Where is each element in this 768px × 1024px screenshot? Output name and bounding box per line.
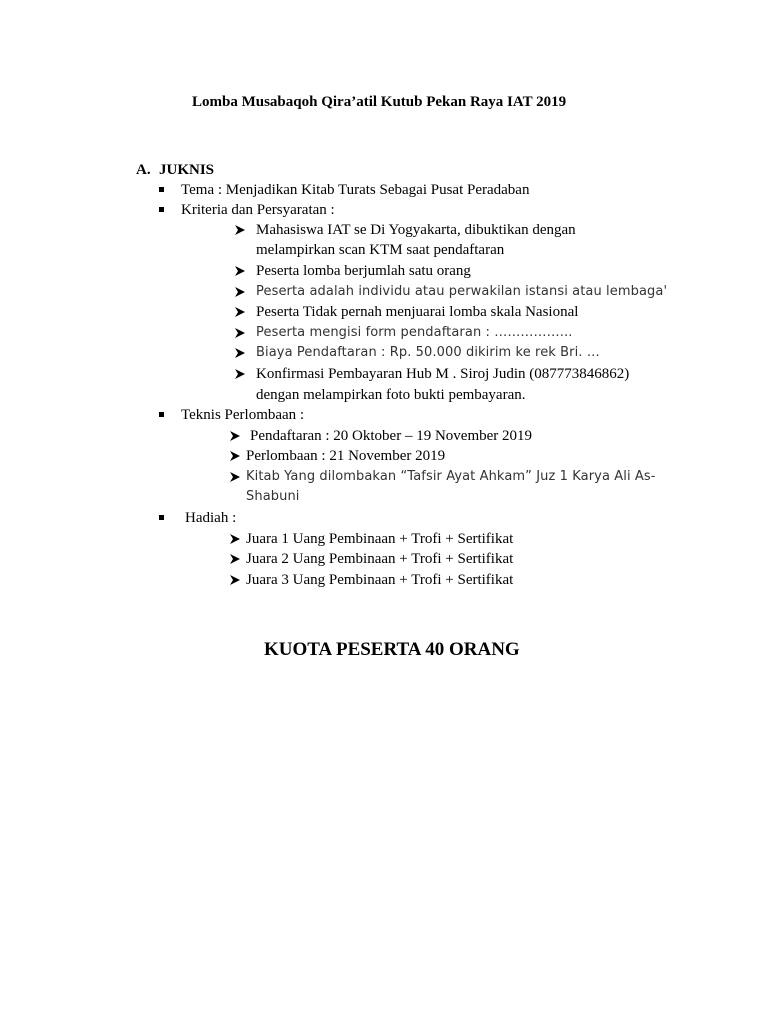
teknis-item-3-line1: Kitab Yang dilombakan “Tafsir Ayat Ahkam” Juz 1 Karya Ali As-	[246, 469, 656, 484]
arrow-bullet-icon	[229, 430, 241, 442]
teknis-label: Teknis Perlombaan :	[181, 407, 305, 423]
hadiah-item-3: Juara 3 Uang Pembinaan + Trofi + Sertifikat	[246, 572, 514, 588]
square-bullet-icon	[159, 412, 164, 417]
arrow-bullet-icon	[234, 224, 246, 236]
kriteria-item-6: Biaya Pendaftaran : Rp. 50.000 dikirim ke rek Bri. …	[256, 345, 600, 360]
arrow-bullet-icon	[234, 286, 246, 298]
square-bullet-icon	[159, 515, 164, 520]
kriteria-item-1-line2: melampirkan scan KTM saat pendaftaran	[256, 242, 505, 258]
kriteria-item-7-line2: dengan melampirkan foto bukti pembayaran.	[256, 387, 526, 403]
arrow-bullet-icon	[229, 553, 241, 565]
arrow-bullet-icon	[229, 450, 241, 462]
arrow-bullet-icon	[234, 306, 246, 318]
kriteria-label: Kriteria dan Persyaratan :	[181, 202, 335, 218]
kriteria-item-5: Peserta mengisi form pendaftaran : ……………...	[256, 325, 573, 340]
hadiah-item-1: Juara 1 Uang Pembinaan + Trofi + Sertifikat	[246, 531, 514, 547]
section-marker: A.	[136, 162, 151, 178]
section-title: JUKNIS	[159, 162, 215, 178]
teknis-item-1: Pendaftaran : 20 Oktober – 19 November 2019	[250, 428, 533, 444]
kriteria-item-2: Peserta lomba berjumlah satu orang	[256, 263, 471, 279]
arrow-bullet-icon	[234, 265, 246, 277]
teknis-item-3-line2: Shabuni	[246, 489, 300, 504]
arrow-bullet-icon	[234, 327, 246, 339]
square-bullet-icon	[159, 207, 164, 212]
arrow-bullet-icon	[234, 368, 246, 380]
kriteria-item-1-line1: Mahasiswa IAT se Di Yogyakarta, dibuktikan dengan	[256, 222, 576, 238]
arrow-bullet-icon	[234, 347, 246, 359]
hadiah-label: Hadiah :	[185, 510, 237, 526]
hadiah-item-2: Juara 2 Uang Pembinaan + Trofi + Sertifikat	[246, 551, 514, 567]
arrow-bullet-icon	[229, 471, 241, 483]
document-title: Lomba Musabaqoh Qira’atil Kutub Pekan Raya IAT 2019	[192, 94, 567, 110]
tema-text: Tema : Menjadikan Kitab Turats Sebagai Pusat Peradaban	[181, 182, 530, 198]
kriteria-item-3: Peserta adalah individu atau perwakilan istansi atau lembaga'	[256, 284, 668, 299]
arrow-bullet-icon	[229, 574, 241, 586]
kuota-heading: KUOTA PESERTA 40 ORANG	[264, 639, 520, 660]
kriteria-item-7-line1: Konfirmasi Pembayaran Hub M . Siroj Judin (087773846862)	[256, 366, 630, 382]
arrow-bullet-icon	[229, 533, 241, 545]
kriteria-item-4: Peserta Tidak pernah menjuarai lomba skala Nasional	[256, 304, 579, 320]
teknis-item-2: Perlombaan : 21 November 2019	[246, 448, 446, 464]
square-bullet-icon	[159, 187, 164, 192]
